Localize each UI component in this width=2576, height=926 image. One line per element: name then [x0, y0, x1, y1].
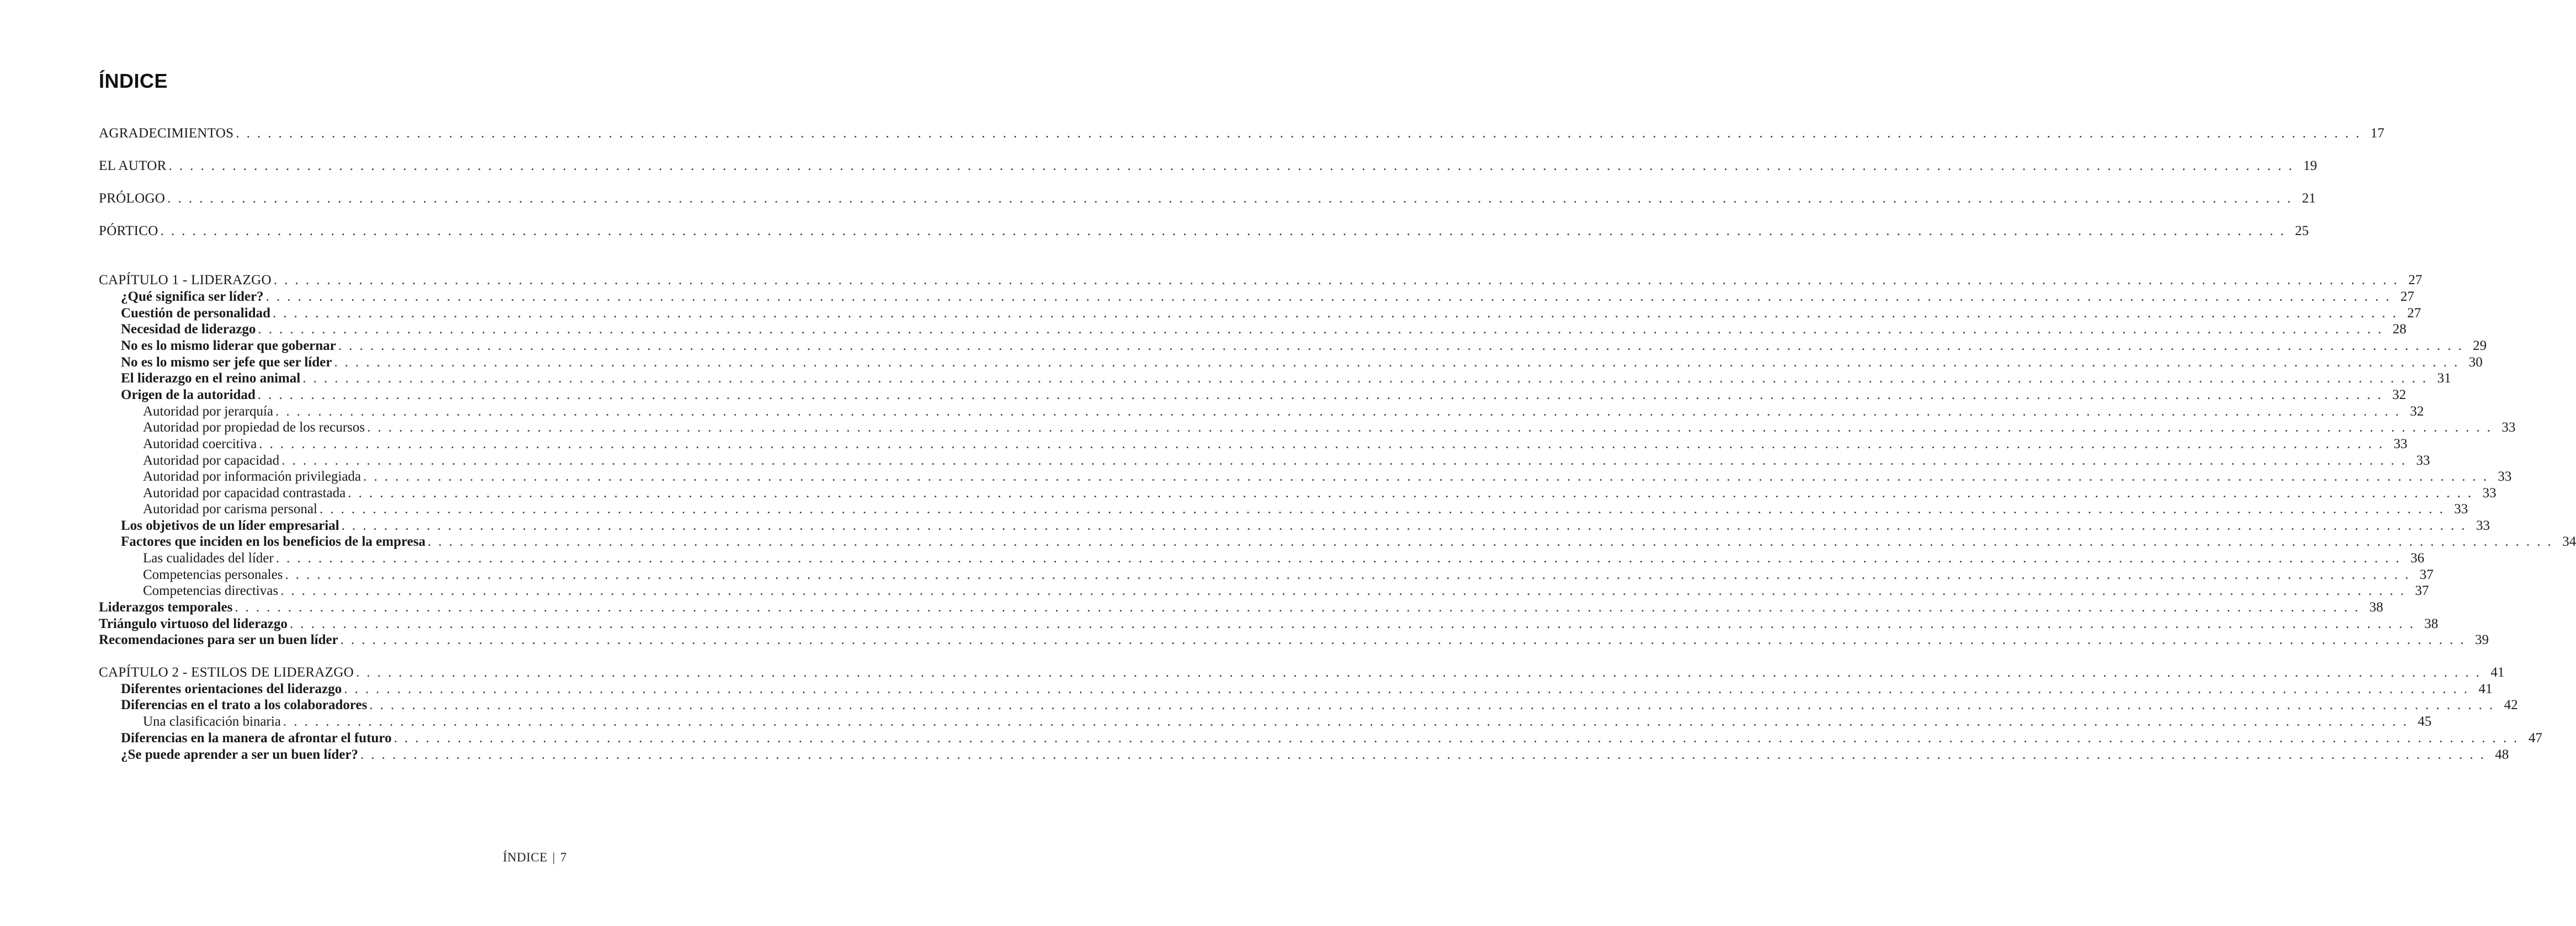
footer-separator: | [552, 850, 555, 864]
toc-entry-page: 36 [2410, 551, 2425, 566]
toc-leader-dots: . . . . . . . . . . . . . . . . . . . . . . . . . . . . . . . . . . . . . . . . . . . . . . . . . . . . . . . . . . . . . . . . . . . . . . . . . . . . . . . . . . . . . . . . . . . . . . . . . . . . . . . . . . . . . . . . . . . . . . . . . . . . . . . . . . . . . . . . . . . . . . . . . . . . . . . . . . . . . . . . . . . . . . . . . . . . . . . . . . . . . . . . . . . . . . . . . . . . . . . . [235, 600, 2360, 615]
toc-entry-page: 27 [2408, 273, 2423, 288]
toc-entry-title: Triángulo virtuoso del liderazgo [99, 616, 288, 631]
toc-entry [121, 681, 2493, 698]
toc-leader-dots: . . . . . . . . . . . . . . . . . . . . . . . . . . . . . . . . . . . . . . . . . . . . . . . . . . . . . . . . . . . . . . . . . . . . . . . . . . . . . . . . . . . . . . . . . . . . . . . . . . . . . . . . . . . . . . . . . . . . . . . . . . . . . . . . . . . . . . . . . . . . . . . . . . . . . . . . . . . . . . . . . . . . . . . . . . . . . . . . . . . . . . . . . . . . . . . . . . . . . . . . [355, 665, 2482, 680]
toc-entry [99, 616, 2439, 632]
toc-entry [99, 599, 2383, 616]
toc-entry [99, 125, 2384, 142]
toc-entry-title: Recomendaciones para ser un buen líder [99, 632, 338, 647]
toc-entry [121, 305, 2421, 322]
toc-entry-page: 39 [2474, 632, 2489, 647]
toc-entry [99, 158, 2317, 174]
toc-entry [143, 501, 2468, 518]
toc-entry-page: 34 [2562, 534, 2576, 549]
toc-entry-page: 25 [2295, 223, 2309, 238]
toc-entry [99, 272, 2423, 289]
toc-leader-dots: . . . . . . . . . . . . . . . . . . . . . . . . . . . . . . . . . . . . . . . . . . . . . . . . . . . . . . . . . . . . . . . . . . . . . . . . . . . . . . . . . . . . . . . . . . . . . . . . . . . . . . . . . . . . . . . . . . . . . . . . . . . . . . . . . . . . . . . . . . . . . . . . . . . . . . . . . . . . . . . . . . . . . . . . . . . . . . . . . . . . . . . . . . . . . . . . . . . . . . . . [367, 420, 2493, 435]
toc-leader-dots: . . . . . . . . . . . . . . . . . . . . . . . . . . . . . . . . . . . . . . . . . . . . . . . . . . . . . . . . . . . . . . . . . . . . . . . . . . . . . . . . . . . . . . . . . . . . . . . . . . . . . . . . . . . . . . . . . . . . . . . . . . . . . . . . . . . . . . . . . . . . . . . . . . . . . . . . . . . . . . . . . . . . . . . . . . . . . . . . . . . . . . . . . . . . . . . . . . . . . . . . [281, 453, 2407, 468]
toc-entry-page: 41 [2478, 682, 2493, 696]
toc-leader-dots: . . . . . . . . . . . . . . . . . . . . . . . . . . . . . . . . . . . . . . . . . . . . . . . . . . . . . . . . . . . . . . . . . . . . . . . . . . . . . . . . . . . . . . . . . . . . . . . . . . . . . . . . . . . . . . . . . . . . . . . . . . . . . . . . . . . . . . . . . . . . . . . . . . . . . . . . . . . . . . . . . . . . . . . . . . . . . . . . . . . . . . . . . . . . . . . . . . . . . . . . [168, 158, 2294, 173]
toc-entry-page: 48 [2495, 747, 2509, 762]
toc-leader-dots: . . . . . . . . . . . . . . . . . . . . . . . . . . . . . . . . . . . . . . . . . . . . . . . . . . . . . . . . . . . . . . . . . . . . . . . . . . . . . . . . . . . . . . . . . . . . . . . . . . . . . . . . . . . . . . . . . . . . . . . . . . . . . . . . . . . . . . . . . . . . . . . . . . . . . . . . . . . . . . . . . . . . . . . . . . . . . . . . . . . . . . . . . . . . . . . . . . . . . . . . [259, 437, 2384, 451]
toc-entry [121, 354, 2483, 371]
toc-leader-dots: . . . . . . . . . . . . . . . . . . . . . . . . . . . . . . . . . . . . . . . . . . . . . . . . . . . . . . . . . . . . . . . . . . . . . . . . . . . . . . . . . . . . . . . . . . . . . . . . . . . . . . . . . . . . . . . . . . . . . . . . . . . . . . . . . . . . . . . . . . . . . . . . . . . . . . . . . . . . . . . . . . . . . . . . . . . . . . . . . . . . . . . . . . . . . . . . . . . . . . . . [283, 714, 2409, 729]
toc-leader-dots: . . . . . . . . . . . . . . . . . . . . . . . . . . . . . . . . . . . . . . . . . . . . . . . . . . . . . . . . . . . . . . . . . . . . . . . . . . . . . . . . . . . . . . . . . . . . . . . . . . . . . . . . . . . . . . . . . . . . . . . . . . . . . . . . . . . . . . . . . . . . . . . . . . . . . . . . . . . . . . . . . . . . . . . . . . . . . . . . . . . . . . . . . . . . . . . . . . . . . . . . [236, 126, 2361, 141]
toc-entry [121, 730, 2542, 747]
toc-entry-title: PRÓLOGO [99, 191, 166, 206]
toc-leader-dots: . . . . . . . . . . . . . . . . . . . . . . . . . . . . . . . . . . . . . . . . . . . . . . . . . . . . . . . . . . . . . . . . . . . . . . . . . . . . . . . . . . . . . . . . . . . . . . . . . . . . . . . . . . . . . . . . . . . . . . . . . . . . . . . . . . . . . . . . . . . . . . . . . . . . . . . . . . . . . . . . . . . . . . . . . . . . . . . . . . . . . . . . . . . . . . . . . . . . . . . . [344, 682, 2469, 696]
toc-entry [143, 714, 2432, 730]
toc-entry-title: Competencias directivas [143, 583, 279, 598]
toc-leader-dots: . . . . . . . . . . . . . . . . . . . . . . . . . . . . . . . . . . . . . . . . . . . . . . . . . . . . . . . . . . . . . . . . . . . . . . . . . . . . . . . . . . . . . . . . . . . . . . . . . . . . . . . . . . . . . . . . . . . . . . . . . . . . . . . . . . . . . . . . . . . . . . . . . . . . . . . . . . . . . . . . . . . . . . . . . . . . . . . . . . . . . . . . . . . . . . . . . . . . . . . . [319, 502, 2445, 517]
toc-entry-page: 37 [2419, 567, 2434, 582]
toc-entry [143, 403, 2424, 420]
toc-leader-dots: . . . . . . . . . . . . . . . . . . . . . . . . . . . . . . . . . . . . . . . . . . . . . . . . . . . . . . . . . . . . . . . . . . . . . . . . . . . . . . . . . . . . . . . . . . . . . . . . . . . . . . . . . . . . . . . . . . . . . . . . . . . . . . . . . . . . . . . . . . . . . . . . . . . . . . . . . . . . . . . . . . . . . . . . . . . . . . . . . . . . . . . . . . . . . . . . . . . . . . . . [160, 223, 2286, 238]
toc-entry-page: 38 [2369, 600, 2383, 615]
toc-entry-title: CAPÍTULO 2 - ESTILOS DE LIDERAZGO [99, 665, 354, 680]
toc-entry-title: Los objetivos de un líder empresarial [121, 518, 339, 533]
toc-leader-dots: . . . . . . . . . . . . . . . . . . . . . . . . . . . . . . . . . . . . . . . . . . . . . . . . . . . . . . . . . . . . . . . . . . . . . . . . . . . . . . . . . . . . . . . . . . . . . . . . . . . . . . . . . . . . . . . . . . . . . . . . . . . . . . . . . . . . . . . . . . . . . . . . . . . . . . . . . . . . . . . . . . . . . . . . . . . . . . . . . . . . . . . . . . . . . . . . . . . . . . . . [394, 731, 2519, 746]
toc-leader-dots: . . . . . . . . . . . . . . . . . . . . . . . . . . . . . . . . . . . . . . . . . . . . . . . . . . . . . . . . . . . . . . . . . . . . . . . . . . . . . . . . . . . . . . . . . . . . . . . . . . . . . . . . . . . . . . . . . . . . . . . . . . . . . . . . . . . . . . . . . . . . . . . . . . . . . . . . . . . . . . . . . . . . . . . . . . . . . . . . . . . . . . . . . . . . . . . . . . . . . . . . [341, 518, 2467, 533]
toc-entry-page: 28 [2392, 322, 2407, 337]
toc-leader-dots: . . . . . . . . . . . . . . . . . . . . . . . . . . . . . . . . . . . . . . . . . . . . . . . . . . . . . . . . . . . . . . . . . . . . . . . . . . . . . . . . . . . . . . . . . . . . . . . . . . . . . . . . . . . . . . . . . . . . . . . . . . . . . . . . . . . . . . . . . . . . . . . . . . . . . . . . . . . . . . . . . . . . . . . . . . . . . . . . . . . . . . . . . . . . . . . . . . . . . . . . [167, 191, 2293, 206]
toc-leader-dots: . . . . . . . . . . . . . . . . . . . . . . . . . . . . . . . . . . . . . . . . . . . . . . . . . . . . . . . . . . . . . . . . . . . . . . . . . . . . . . . . . . . . . . . . . . . . . . . . . . . . . . . . . . . . . . . . . . . . . . . . . . . . . . . . . . . . . . . . . . . . . . . . . . . . . . . . . . . . . . . . . . . . . . . . . . . . . . . . . . . . . . . . . . . . . . . . . . . . . . . . [275, 551, 2402, 566]
toc-leader-dots: . . . . . . . . . . . . . . . . . . . . . . . . . . . . . . . . . . . . . . . . . . . . . . . . . . . . . . . . . . . . . . . . . . . . . . . . . . . . . . . . . . . . . . . . . . . . . . . . . . . . . . . . . . . . . . . . . . . . . . . . . . . . . . . . . . . . . . . . . . . . . . . . . . . . . . . . . . . . . . . . . . . . . . . . . . . . . . . . . . . . . . . . . . . . . . . . . . . . . . . . [257, 387, 2383, 402]
toc-leader-dots: . . . . . . . . . . . . . . . . . . . . . . . . . . . . . . . . . . . . . . . . . . . . . . . . . . . . . . . . . . . . . . . . . . . . . . . . . . . . . . . . . . . . . . . . . . . . . . . . . . . . . . . . . . . . . . . . . . . . . . . . . . . . . . . . . . . . . . . . . . . . . . . . . . . . . . . . . . . . . . . . . . . . . . . . . . . . . . . . . . . . . . . . . . . . . . . . . . . . . . . . [369, 698, 2495, 712]
toc-entry-title: AGRADECIMIENTOS [99, 126, 234, 141]
toc-entry-page: 31 [2437, 371, 2451, 386]
toc-entry [121, 338, 2487, 354]
toc-leader-dots: . . . . . . . . . . . . . . . . . . . . . . . . . . . . . . . . . . . . . . . . . . . . . . . . . . . . . . . . . . . . . . . . . . . . . . . . . . . . . . . . . . . . . . . . . . . . . . . . . . . . . . . . . . . . . . . . . . . . . . . . . . . . . . . . . . . . . . . . . . . . . . . . . . . . . . . . . . . . . . . . . . . . . . . . . . . . . . . . . . . . . . . . . . . . . . . . . . . . . . . . [360, 747, 2486, 762]
toc-entry-title: Competencias personales [143, 567, 283, 582]
toc-entry-title: Autoridad por carisma personal [143, 502, 317, 517]
toc-entry [121, 534, 2576, 550]
toc-entry [121, 518, 2490, 534]
toc-entry [121, 387, 2407, 403]
toc-entry-page: 29 [2473, 338, 2487, 353]
toc-leader-dots: . . . . . . . . . . . . . . . . . . . . . . . . . . . . . . . . . . . . . . . . . . . . . . . . . . . . . . . . . . . . . . . . . . . . . . . . . . . . . . . . . . . . . . . . . . . . . . . . . . . . . . . . . . . . . . . . . . . . . . . . . . . . . . . . . . . . . . . . . . . . . . . . . . . . . . . . . . . . . . . . . . . . . . . . . . . . . . . . . . . . . . . . . . . . . . . . . . . . . . . . [363, 469, 2489, 484]
toc-entry-title: Diferencias en el trato a los colaboradores [121, 698, 368, 712]
toc-entry-page: 17 [2370, 126, 2384, 141]
toc-entry-title: ¿Qué significa ser líder? [121, 289, 264, 304]
toc-entry-title: EL AUTOR [99, 158, 167, 173]
toc-entry-title: Autoridad por capacidad contrastada [143, 486, 346, 501]
toc-entry-page: 19 [2303, 158, 2317, 173]
toc-entry-page: 33 [2501, 420, 2516, 435]
toc-leader-dots: . . . . . . . . . . . . . . . . . . . . . . . . . . . . . . . . . . . . . . . . . . . . . . . . . . . . . . . . . . . . . . . . . . . . . . . . . . . . . . . . . . . . . . . . . . . . . . . . . . . . . . . . . . . . . . . . . . . . . . . . . . . . . . . . . . . . . . . . . . . . . . . . . . . . . . . . . . . . . . . . . . . . . . . . . . . . . . . . . . . . . . . . . . . . . . . . . . . . . . . . [302, 371, 2428, 386]
footer-page-number: 7 [560, 850, 567, 864]
toc-entry-page: 27 [2407, 306, 2421, 321]
toc-entry-page: 38 [2424, 616, 2439, 631]
toc-entry-title: Liderazgos temporales [99, 600, 233, 615]
toc-entry-page: 33 [2393, 437, 2408, 451]
toc-entry-title: No es lo mismo liderar que gobernar [121, 338, 336, 353]
toc-entry [143, 419, 2516, 436]
toc-entry [121, 697, 2518, 714]
page-footer [503, 850, 567, 865]
toc-entry-title: No es lo mismo ser jefe que ser líder [121, 355, 332, 370]
toc-entry-page: 45 [2418, 714, 2432, 729]
toc-entry-page: 21 [2302, 191, 2316, 206]
toc-entry [121, 370, 2451, 387]
toc-entry-title: ¿Se puede aprender a ser un buen líder? [121, 747, 358, 762]
toc-entry-page: 33 [2498, 469, 2512, 484]
toc-entry-page: 33 [2416, 453, 2430, 468]
toc-entry [121, 747, 2509, 763]
toc-entry-title: Cuestión de personalidad [121, 306, 270, 321]
footer-section: ÍNDICE [502, 850, 548, 864]
toc-entry [143, 453, 2430, 469]
toc-entry [143, 469, 2512, 485]
toc-entry-page: 32 [2392, 387, 2407, 402]
toc-entry [143, 567, 2434, 583]
toc-entry [121, 289, 2414, 305]
toc-entry [143, 436, 2408, 453]
toc-entry [121, 321, 2407, 338]
page-title: ÍNDICE [99, 70, 168, 92]
toc-entry-title: Autoridad por capacidad [143, 453, 280, 468]
toc-entry-title: Factores que inciden en los beneficios de la empresa [121, 534, 426, 549]
toc-entry-page: 27 [2400, 289, 2414, 304]
toc-entry-title: Autoridad por propiedad de los recursos [143, 420, 365, 435]
toc-entry [99, 632, 2489, 648]
toc-entry-title: PÓRTICO [99, 223, 158, 238]
toc-entry-title: El liderazgo en el reino animal [121, 371, 301, 386]
toc-leader-dots: . . . . . . . . . . . . . . . . . . . . . . . . . . . . . . . . . . . . . . . . . . . . . . . . . . . . . . . . . . . . . . . . . . . . . . . . . . . . . . . . . . . . . . . . . . . . . . . . . . . . . . . . . . . . . . . . . . . . . . . . . . . . . . . . . . . . . . . . . . . . . . . . . . . . . . . . . . . . . . . . . . . . . . . . . . . . . . . . . . . . . . . . . . . . . . . . . . . . . . . . [334, 355, 2460, 370]
toc-entry-title: Origen de la autoridad [121, 387, 256, 402]
toc-entry-page: 33 [2454, 502, 2468, 517]
toc-entry-title: Diferentes orientaciones del liderazgo [121, 682, 342, 696]
toc-leader-dots: . . . . . . . . . . . . . . . . . . . . . . . . . . . . . . . . . . . . . . . . . . . . . . . . . . . . . . . . . . . . . . . . . . . . . . . . . . . . . . . . . . . . . . . . . . . . . . . . . . . . . . . . . . . . . . . . . . . . . . . . . . . . . . . . . . . . . . . . . . . . . . . . . . . . . . . . . . . . . . . . . . . . . . . . . . . . . . . . . . . . . . . . . . . . . . . . . . . . . . . . [272, 306, 2398, 321]
toc-entry-title: Las cualidades del líder [143, 551, 274, 566]
toc-entry-title: Diferencias en la manera de afrontar el futuro [121, 731, 392, 746]
toc-entry-title: CAPÍTULO 1 - LIDERAZGO [99, 273, 272, 288]
toc-leader-dots: . . . . . . . . . . . . . . . . . . . . . . . . . . . . . . . . . . . . . . . . . . . . . . . . . . . . . . . . . . . . . . . . . . . . . . . . . . . . . . . . . . . . . . . . . . . . . . . . . . . . . . . . . . . . . . . . . . . . . . . . . . . . . . . . . . . . . . . . . . . . . . . . . . . . . . . . . . . . . . . . . . . . . . . . . . . . . . . . . . . . . . . . . . . . . . . . . . . . . . . . [265, 289, 2391, 304]
toc-leader-dots: . . . . . . . . . . . . . . . . . . . . . . . . . . . . . . . . . . . . . . . . . . . . . . . . . . . . . . . . . . . . . . . . . . . . . . . . . . . . . . . . . . . . . . . . . . . . . . . . . . . . . . . . . . . . . . . . . . . . . . . . . . . . . . . . . . . . . . . . . . . . . . . . . . . . . . . . . . . . . . . . . . . . . . . . . . . . . . . . . . . . . . . . . . . . . . . . . . . . . . . . [275, 404, 2401, 419]
toc-leader-dots: . . . . . . . . . . . . . . . . . . . . . . . . . . . . . . . . . . . . . . . . . . . . . . . . . . . . . . . . . . . . . . . . . . . . . . . . . . . . . . . . . . . . . . . . . . . . . . . . . . . . . . . . . . . . . . . . . . . . . . . . . . . . . . . . . . . . . . . . . . . . . . . . . . . . . . . . . . . . . . . . . . . . . . . . . . . . . . . . . . . . . . . . . . . . . . . . . . . . . . . . [338, 338, 2464, 353]
toc-entry [143, 485, 2497, 502]
toc-leader-dots: . . . . . . . . . . . . . . . . . . . . . . . . . . . . . . . . . . . . . . . . . . . . . . . . . . . . . . . . . . . . . . . . . . . . . . . . . . . . . . . . . . . . . . . . . . . . . . . . . . . . . . . . . . . . . . . . . . . . . . . . . . . . . . . . . . . . . . . . . . . . . . . . . . . . . . . . . . . . . . . . . . . . . . . . . . . . . . . . . . . . . . . . . . . . . . . . . . . . . . . . [340, 632, 2466, 647]
toc-entry-page: 47 [2528, 731, 2542, 746]
toc-leader-dots: . . . . . . . . . . . . . . . . . . . . . . . . . . . . . . . . . . . . . . . . . . . . . . . . . . . . . . . . . . . . . . . . . . . . . . . . . . . . . . . . . . . . . . . . . . . . . . . . . . . . . . . . . . . . . . . . . . . . . . . . . . . . . . . . . . . . . . . . . . . . . . . . . . . . . . . . . . . . . . . . . . . . . . . . . . . . . . . . . . . . . . . . . . . . . . . . . . . . . . . . [258, 322, 2383, 337]
toc-entry-title: Autoridad por jerarquía [143, 404, 274, 419]
toc-entry [143, 550, 2425, 567]
toc-entry-page: 41 [2490, 665, 2505, 680]
toc-entry [99, 223, 2309, 240]
toc-entry-page: 33 [2482, 486, 2497, 501]
toc-entry [99, 664, 2505, 681]
toc-entry-page: 32 [2410, 404, 2424, 419]
toc-entry-page: 33 [2476, 518, 2490, 533]
toc-leader-dots: . . . . . . . . . . . . . . . . . . . . . . . . . . . . . . . . . . . . . . . . . . . . . . . . . . . . . . . . . . . . . . . . . . . . . . . . . . . . . . . . . . . . . . . . . . . . . . . . . . . . . . . . . . . . . . . . . . . . . . . . . . . . . . . . . . . . . . . . . . . . . . . . . . . . . . . . . . . . . . . . . . . . . . . . . . . . . . . . . . . . . . . . . . . . . . . . . . . . . . . . [348, 486, 2473, 501]
toc-entry [143, 583, 2429, 599]
toc-entry-page: 37 [2415, 583, 2429, 598]
toc-leader-dots: . . . . . . . . . . . . . . . . . . . . . . . . . . . . . . . . . . . . . . . . . . . . . . . . . . . . . . . . . . . . . . . . . . . . . . . . . . . . . . . . . . . . . . . . . . . . . . . . . . . . . . . . . . . . . . . . . . . . . . . . . . . . . . . . . . . . . . . . . . . . . . . . . . . . . . . . . . . . . . . . . . . . . . . . . . . . . . . . . . . . . . . . . . . . . . . . . . . . . . . . [285, 567, 2410, 582]
toc-leader-dots: . . . . . . . . . . . . . . . . . . . . . . . . . . . . . . . . . . . . . . . . . . . . . . . . . . . . . . . . . . . . . . . . . . . . . . . . . . . . . . . . . . . . . . . . . . . . . . . . . . . . . . . . . . . . . . . . . . . . . . . . . . . . . . . . . . . . . . . . . . . . . . . . . . . . . . . . . . . . . . . . . . . . . . . . . . . . . . . . . . . . . . . . . . . . . . . . . . . . . . . . [427, 534, 2553, 549]
toc-entry-title: Necesidad de liderazgo [121, 322, 256, 337]
toc-entry-title: Autoridad coercitiva [143, 437, 257, 451]
toc-leader-dots: . . . . . . . . . . . . . . . . . . . . . . . . . . . . . . . . . . . . . . . . . . . . . . . . . . . . . . . . . . . . . . . . . . . . . . . . . . . . . . . . . . . . . . . . . . . . . . . . . . . . . . . . . . . . . . . . . . . . . . . . . . . . . . . . . . . . . . . . . . . . . . . . . . . . . . . . . . . . . . . . . . . . . . . . . . . . . . . . . . . . . . . . . . . . . . . . . . . . . . . . [289, 616, 2415, 631]
toc-entry-page: 42 [2504, 698, 2518, 712]
toc-entry [99, 190, 2316, 207]
toc-entry-page: 30 [2468, 355, 2483, 370]
toc-leader-dots: . . . . . . . . . . . . . . . . . . . . . . . . . . . . . . . . . . . . . . . . . . . . . . . . . . . . . . . . . . . . . . . . . . . . . . . . . . . . . . . . . . . . . . . . . . . . . . . . . . . . . . . . . . . . . . . . . . . . . . . . . . . . . . . . . . . . . . . . . . . . . . . . . . . . . . . . . . . . . . . . . . . . . . . . . . . . . . . . . . . . . . . . . . . . . . . . . . . . . . . . [273, 273, 2399, 288]
toc-entry-title: Autoridad por información privilegiada [143, 469, 362, 484]
toc-leader-dots: . . . . . . . . . . . . . . . . . . . . . . . . . . . . . . . . . . . . . . . . . . . . . . . . . . . . . . . . . . . . . . . . . . . . . . . . . . . . . . . . . . . . . . . . . . . . . . . . . . . . . . . . . . . . . . . . . . . . . . . . . . . . . . . . . . . . . . . . . . . . . . . . . . . . . . . . . . . . . . . . . . . . . . . . . . . . . . . . . . . . . . . . . . . . . . . . . . . . . . . . [280, 583, 2406, 598]
toc-entry-title: Una clasificación binaria [143, 714, 281, 729]
